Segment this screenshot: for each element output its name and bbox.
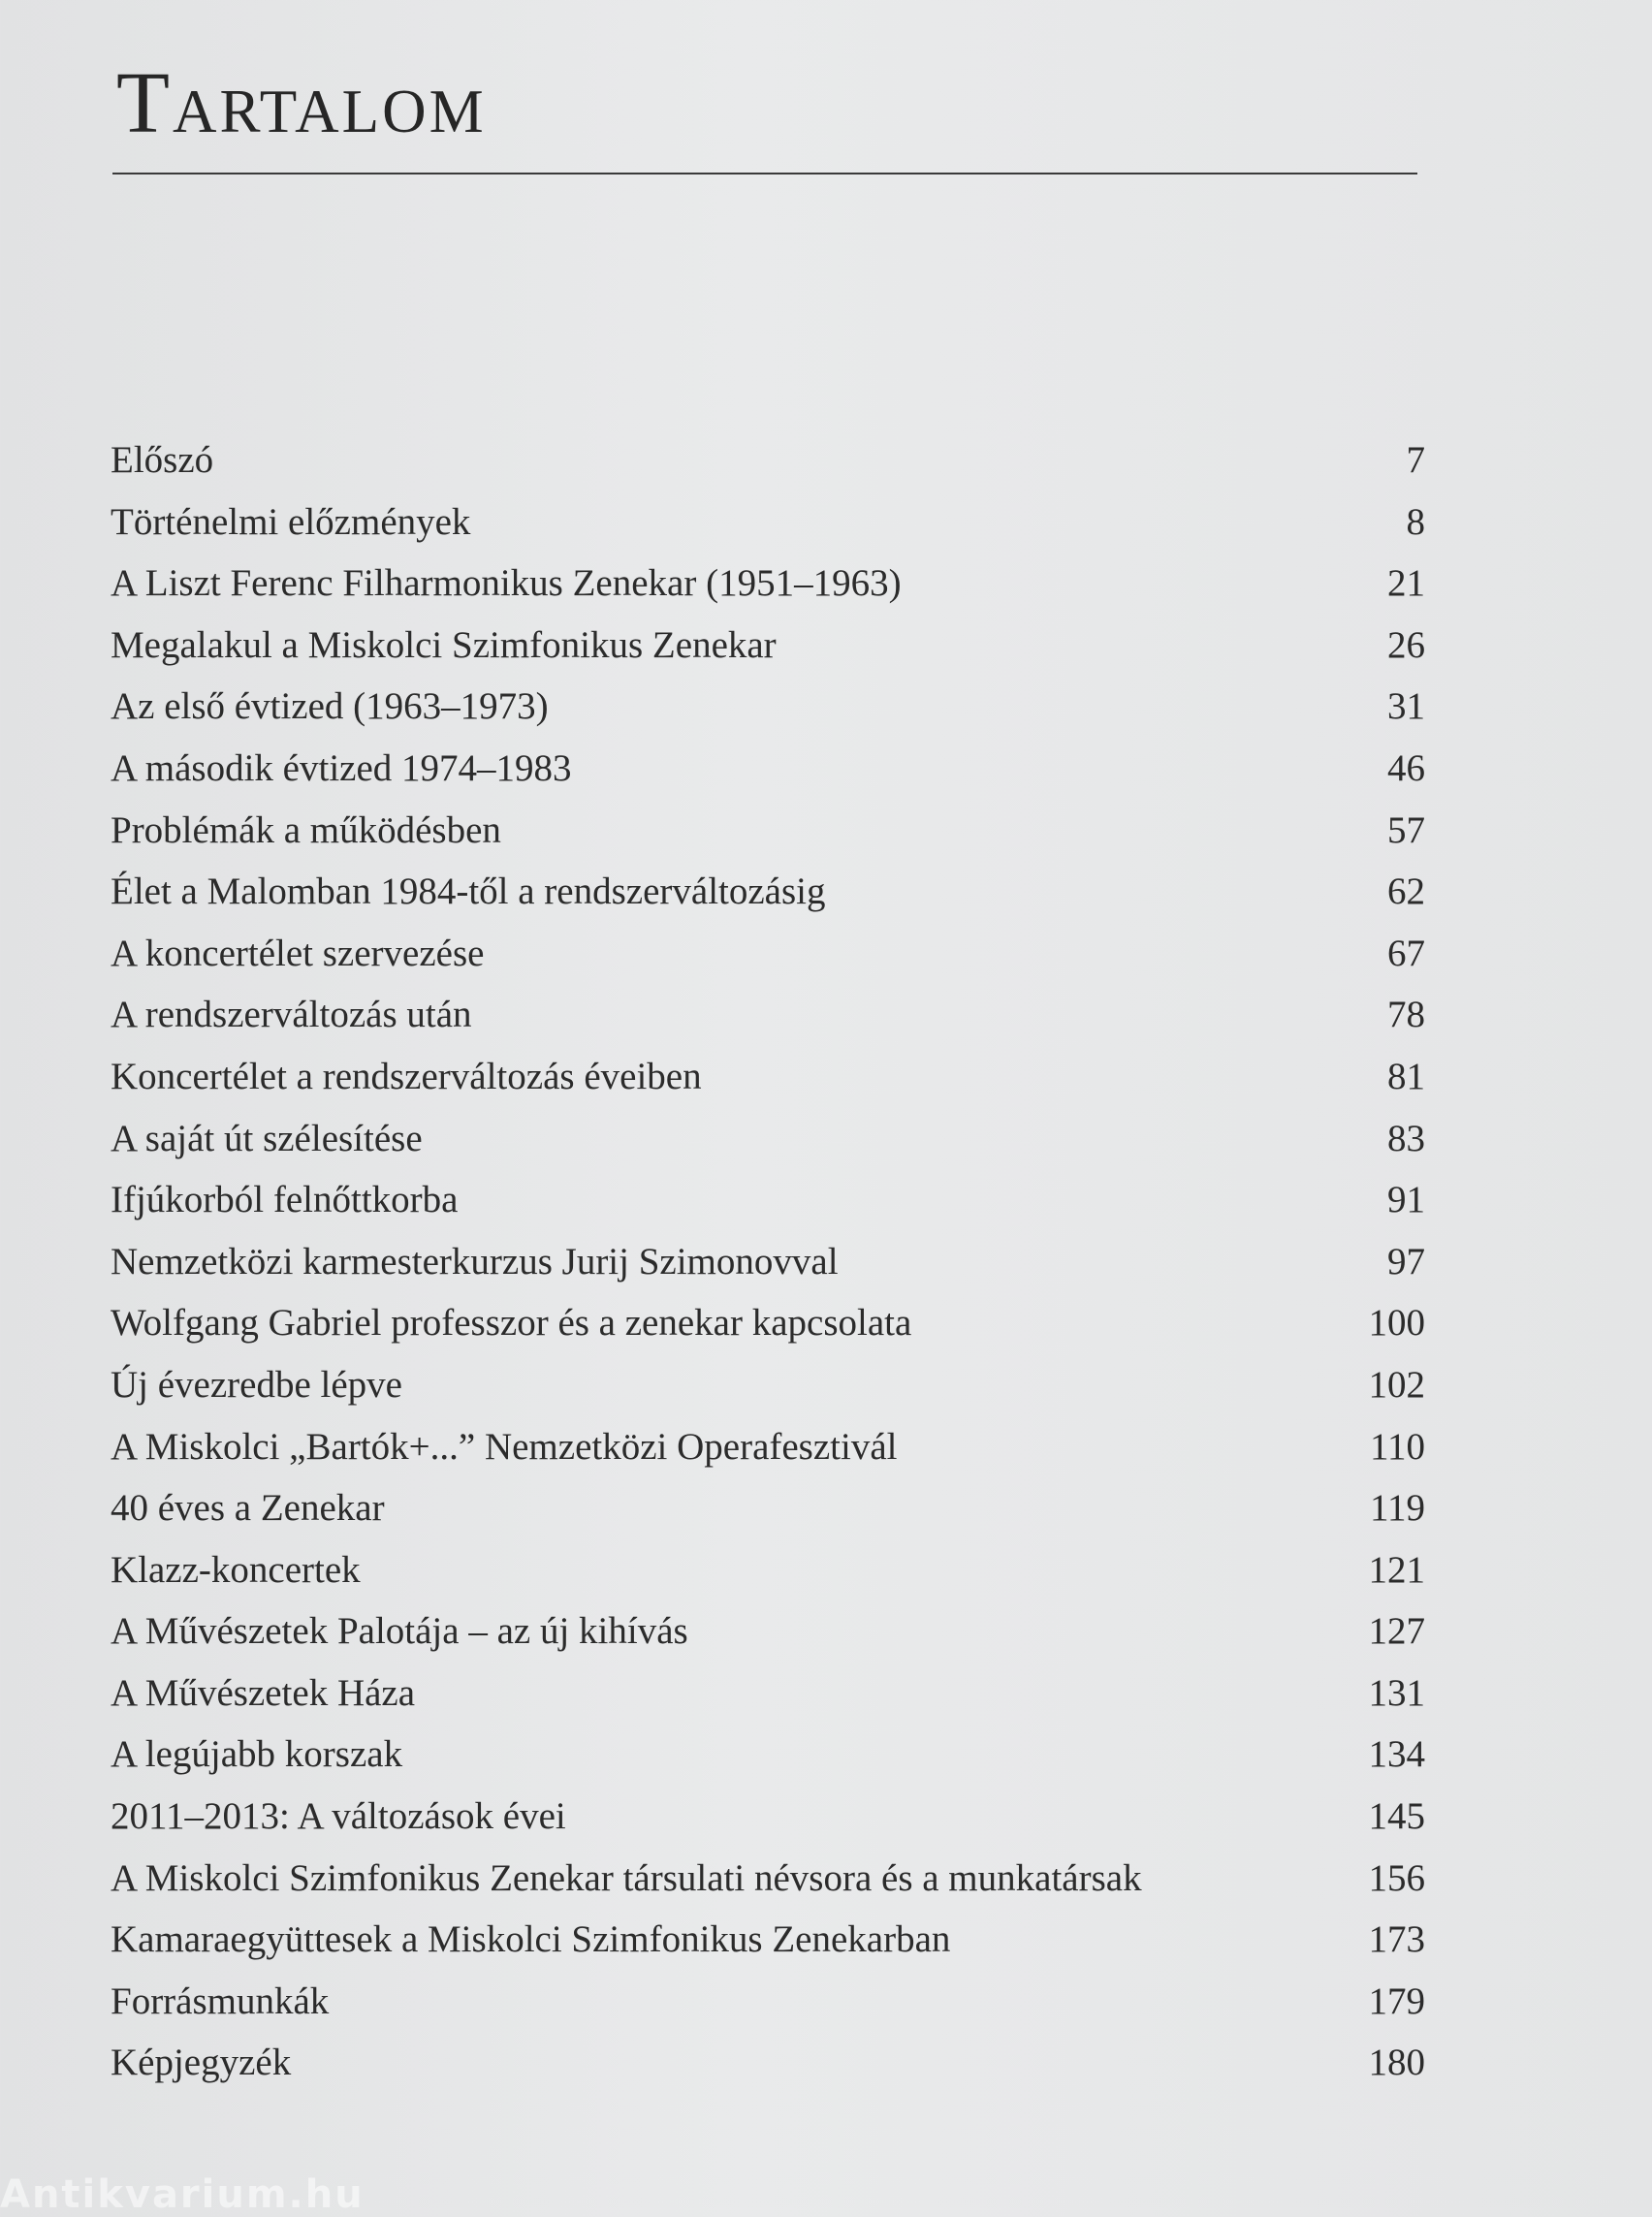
toc-entry — [111, 738, 1425, 800]
toc-entry-page-number: 57 — [1387, 808, 1425, 851]
toc-entry — [111, 2032, 1425, 2094]
toc-entry-page-number: 110 — [1369, 1425, 1425, 1468]
toc-entry — [111, 429, 1425, 491]
toc-entry — [111, 1292, 1425, 1354]
toc-entry-title: Élet a Malomban 1984-től a rendszerváltozásig — [111, 871, 826, 913]
toc-entry-title: A koncertélet szervezése — [111, 932, 485, 974]
toc-entry-page-number: 145 — [1368, 1795, 1425, 1838]
table-of-contents — [111, 429, 1425, 2094]
toc-entry-page-number: 46 — [1387, 746, 1425, 789]
toc-entry-page-number: 21 — [1387, 562, 1425, 605]
toc-entry-title: Problémák a működésben — [111, 808, 501, 851]
toc-entry-title: A Liszt Ferenc Filharmonikus Zenekar (1951–1963) — [111, 562, 902, 605]
toc-entry-page-number: 102 — [1368, 1363, 1425, 1406]
toc-entry — [111, 1600, 1425, 1663]
toc-entry-title: Előszó — [111, 439, 214, 481]
toc-entry-page-number: 31 — [1387, 685, 1425, 728]
toc-entry — [111, 1231, 1425, 1293]
toc-entry — [111, 1169, 1425, 1231]
toc-entry-title: Klazz-koncertek — [111, 1548, 361, 1591]
toc-entry — [111, 1663, 1425, 1725]
toc-entry-page-number: 134 — [1368, 1733, 1425, 1776]
toc-entry — [111, 676, 1425, 738]
toc-entry — [111, 1416, 1425, 1478]
toc-entry-page-number: 8 — [1406, 500, 1425, 543]
toc-entry — [111, 615, 1425, 677]
toc-entry-title: A legújabb korszak — [111, 1733, 403, 1776]
toc-entry — [111, 984, 1425, 1046]
toc-entry-page-number: 180 — [1368, 2042, 1425, 2084]
toc-entry-page-number: 7 — [1406, 439, 1425, 481]
toc-entry-title: A Miskolci Szimfonikus Zenekar társulati névsora és a munkatársak — [111, 1856, 1142, 1899]
toc-entry — [111, 1848, 1425, 1910]
toc-entry-page-number: 67 — [1387, 932, 1425, 974]
toc-entry-title: Wolfgang Gabriel professzor és a zenekar kapcsolata — [111, 1302, 912, 1345]
toc-entry-title: A második évtized 1974–1983 — [111, 746, 572, 789]
toc-entry — [111, 1786, 1425, 1848]
toc-entry-title: A rendszerváltozás után — [111, 994, 472, 1036]
toc-entry-title: Történelmi előzmények — [111, 500, 471, 543]
toc-entry-title: Forrásmunkák — [111, 1979, 330, 2022]
toc-entry — [111, 491, 1425, 554]
toc-entry — [111, 1046, 1425, 1108]
toc-entry-title: A Művészetek Háza — [111, 1671, 416, 1714]
toc-entry-title: A Miskolci „Bartók+...” Nemzetközi Operafesztivál — [111, 1425, 898, 1468]
toc-entry-title: Új évezredbe lépve — [111, 1363, 402, 1406]
toc-entry — [111, 861, 1425, 923]
toc-entry-page-number: 62 — [1387, 871, 1425, 913]
toc-entry — [111, 800, 1425, 862]
toc-entry-title: Képjegyzék — [111, 2042, 292, 2084]
page-title: Tartalom — [116, 55, 487, 151]
toc-entry-title: Kamaraegyüttesek a Miskolci Szimfonikus Zenekarban — [111, 1918, 951, 1961]
toc-entry-page-number: 78 — [1387, 994, 1425, 1036]
toc-entry-page-number: 97 — [1387, 1240, 1425, 1283]
watermark: Antikvarium.hu — [0, 2172, 365, 2217]
toc-entry — [111, 1477, 1425, 1539]
toc-entry — [111, 1909, 1425, 1971]
toc-entry-page-number: 100 — [1368, 1302, 1425, 1345]
toc-entry-page-number: 121 — [1368, 1548, 1425, 1591]
toc-entry — [111, 1971, 1425, 2033]
toc-entry-title: A Művészetek Palotája – az új kihívás — [111, 1610, 688, 1653]
toc-entry-page-number: 83 — [1387, 1117, 1425, 1159]
toc-entry-page-number: 173 — [1368, 1918, 1425, 1961]
toc-entry-page-number: 81 — [1387, 1055, 1425, 1097]
toc-entry-page-number: 156 — [1368, 1856, 1425, 1899]
toc-entry-page-number: 131 — [1368, 1671, 1425, 1714]
toc-entry-title: A saját út szélesítése — [111, 1117, 423, 1159]
toc-entry — [111, 923, 1425, 985]
toc-entry — [111, 1539, 1425, 1601]
toc-entry-page-number: 127 — [1368, 1610, 1425, 1653]
toc-entry-page-number: 91 — [1387, 1179, 1425, 1221]
toc-entry — [111, 1354, 1425, 1416]
toc-entry-title: Ifjúkorból felnőttkorba — [111, 1179, 459, 1221]
toc-entry-title: 2011–2013: A változások évei — [111, 1795, 566, 1838]
toc-entry — [111, 1108, 1425, 1170]
toc-entry — [111, 1724, 1425, 1786]
title-divider — [112, 173, 1417, 174]
toc-entry-title: 40 éves a Zenekar — [111, 1487, 385, 1530]
toc-entry-page-number: 26 — [1387, 623, 1425, 666]
toc-entry-title: Megalakul a Miskolci Szimfonikus Zenekar — [111, 623, 777, 666]
toc-entry-title: Koncertélet a rendszerváltozás éveiben — [111, 1055, 702, 1097]
toc-entry — [111, 553, 1425, 615]
toc-entry-page-number: 179 — [1368, 1979, 1425, 2022]
toc-entry-title: Az első évtized (1963–1973) — [111, 685, 549, 728]
toc-entry-title: Nemzetközi karmesterkurzus Jurij Szimonovval — [111, 1240, 839, 1283]
toc-entry-page-number: 119 — [1369, 1487, 1425, 1530]
